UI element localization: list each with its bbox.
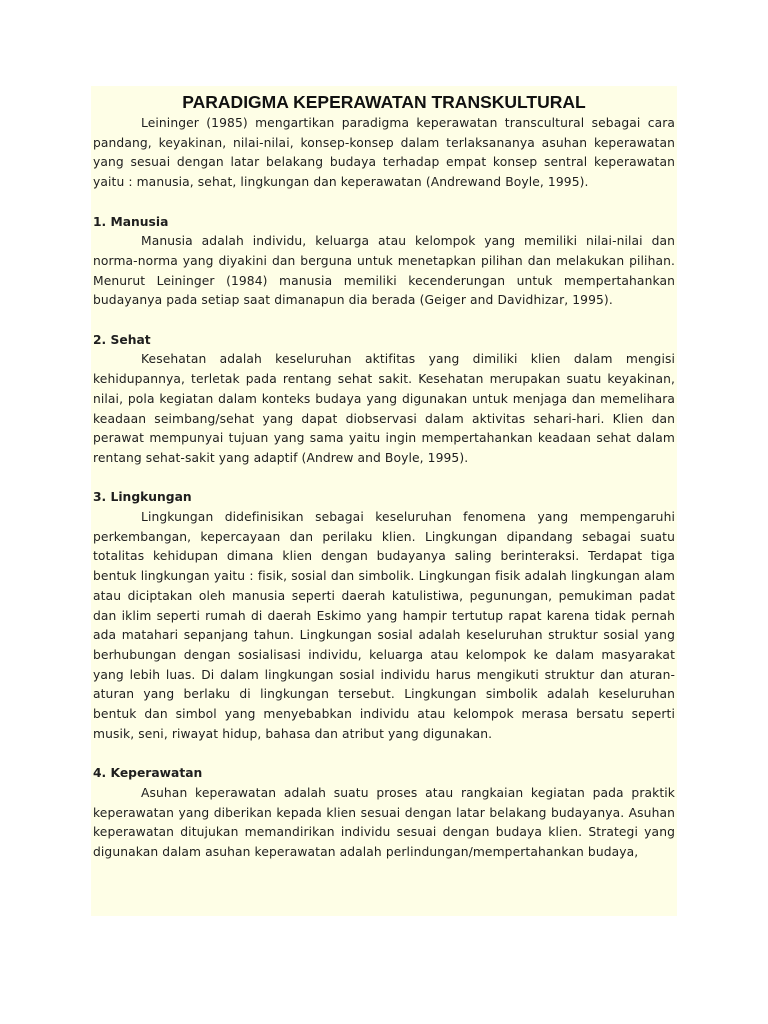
section-heading: 1. Manusia <box>93 214 169 229</box>
section-manusia <box>93 213 675 312</box>
section-heading: 2. Sehat <box>93 332 151 347</box>
section-body: Asuhan keperawatan adalah suatu proses atau rangkaian kegiatan pada praktik keperawatan yang diberikan kepada klien sesuai dengan latar belakang budayanya. Asuhan keperawatan ditujukan memandirikan individu sesuai dengan budaya klien. Strategi yang digunakan dalam asuhan keperawatan adalah perlindungan/mempertahankan budaya, <box>93 785 675 859</box>
section-lingkungan <box>93 488 675 744</box>
section-heading: 3. Lingkungan <box>93 490 192 505</box>
document-content <box>91 86 677 863</box>
intro-paragraph: Leininger (1985) mengartikan paradigma keperawatan transcultural sebagai cara pandang, keyakinan, nilai-nilai, konsep-konsep dalam terlaksananya asuhan keperawatan yang sesuai dengan latar belakang budaya terhadap empat konsep sentral keperawatan yaitu : manusia, sehat, lingkungan dan keperawatan (Andrewand Boyle, 1995). <box>93 116 675 190</box>
section-body: Lingkungan didefinisikan sebagai keseluruhan fenomena yang mempengaruhi perkembangan, kepercayaan dan perilaku klien. Lingkungan dipandang sebagai suatu totalitas kehidupan dimana klien dengan budayanya saling berinteraksi. Terdapat tiga bentuk lingkungan yaitu : fisik, sosial dan simbolik. Lingkungan fisik adalah lingkungan alam atau diciptakan oleh manusia seperti daerah katulistiwa, pegunungan, pemukiman padat dan iklim seperti rumah di daerah Eskimo yang hampir tertutup rapat karena tidak pernah ada matahari sepanjang tahun. Lingkungan sosial adalah keseluruhan struktur sosial yang berhubungan dengan sosialisasi individu, keluarga atau kelompok ke dalam masyarakat yang lebih luas. Di dalam lingkungan sosial individu harus mengikuti struktur dan aturan-aturan yang berlaku di lingkungan tersebut. Lingkungan simbolik adalah keseluruhan bentuk dan simbol yang menyebabkan individu atau kelompok merasa bersatu seperti musik, seni, riwayat hidup, bahasa dan atribut yang digunakan. <box>93 510 675 741</box>
section-body: Manusia adalah individu, keluarga atau kelompok yang memiliki nilai-nilai dan norma-norma yang diyakini dan berguna untuk menetapkan pilihan dan melakukan pilihan. Menurut Leininger (1984) manusia memiliki kecenderungan untuk mempertahankan budayanya pada setiap saat dimanapun dia berada (Geiger and Davidhizar, 1995). <box>93 234 675 308</box>
section-heading: 4. Keperawatan <box>93 766 203 781</box>
document-title: PARADIGMA KEPERAWATAN TRANSKULTURAL <box>182 92 586 112</box>
document-page <box>91 86 677 916</box>
section-sehat <box>93 331 675 469</box>
section-body: Kesehatan adalah keseluruhan aktifitas yang dimiliki klien dalam mengisi kehidupannya, terletak pada rentang sehat sakit. Kesehatan merupakan suatu keyakinan, nilai, pola kegiatan dalam konteks budaya yang digunakan untuk menjaga dan memelihara keadaan seimbang/sehat yang dapat diobservasi dalam aktivitas sehari-hari. Klien dan perawat mempunyai tujuan yang sama yaitu ingin mempertahankan keadaan sehat dalam rentang sehat-sakit yang adaptif (Andrew and Boyle, 1995). <box>93 352 675 465</box>
section-keperawatan <box>93 764 675 863</box>
